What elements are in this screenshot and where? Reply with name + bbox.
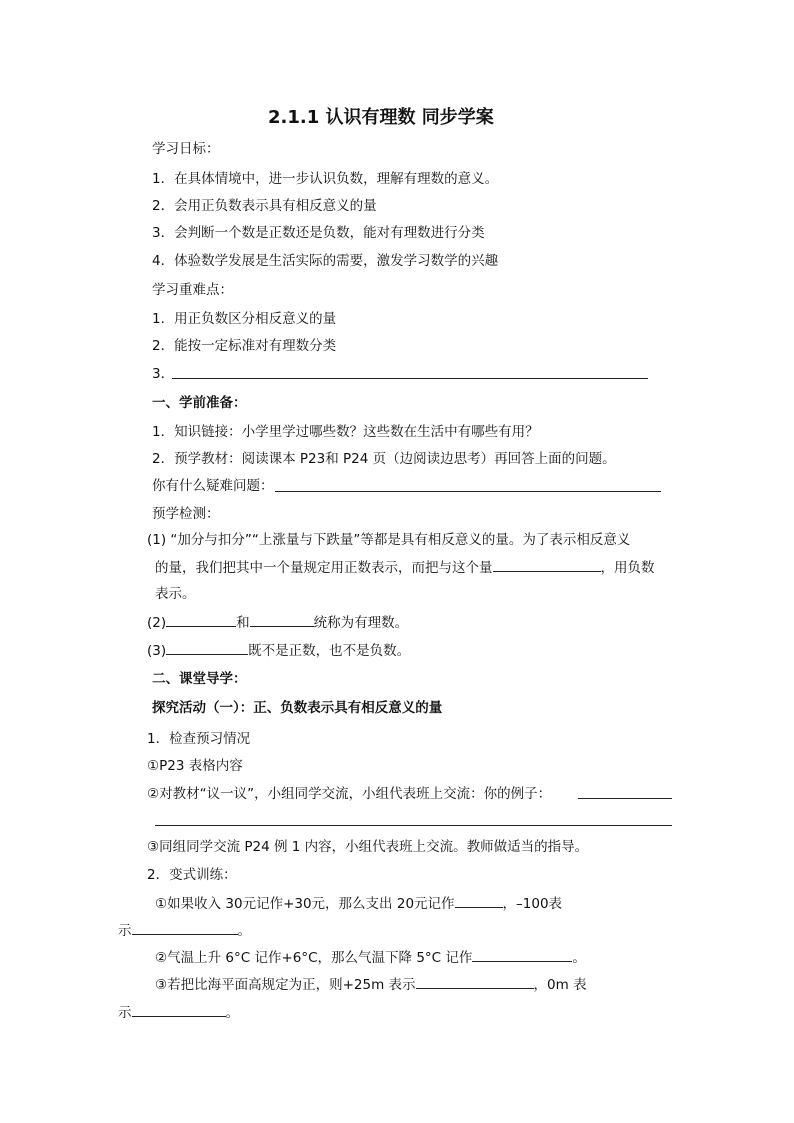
check-item-2: ②对教材“议一议”，小组同学交流，小组代表班上交流：你的例子： bbox=[147, 786, 552, 802]
goals-heading: 学习日标： bbox=[152, 141, 220, 157]
question-1-blank[interactable] bbox=[493, 557, 601, 572]
variant-3-show: 示 bbox=[118, 1005, 132, 1021]
guide-heading: 二、课堂导学： bbox=[152, 671, 247, 687]
question-2-blank-2[interactable] bbox=[250, 612, 314, 627]
variant-1-blank-2[interactable] bbox=[132, 920, 238, 935]
question-2-number: (2) bbox=[147, 615, 167, 631]
goal-item: 4．体验数学发展是生活实际的需要，激发学习数学的兴趣 bbox=[152, 253, 499, 269]
question-2-blank-1[interactable] bbox=[166, 612, 236, 627]
variant-1-text-end: ，–100表 bbox=[502, 896, 563, 912]
key-point-item: 3． bbox=[152, 366, 175, 382]
question-2 bbox=[147, 612, 408, 633]
goal-item: 3．会判断一个数是正数还是负数，能对有理数进行分类 bbox=[152, 225, 485, 241]
check-preview: 1．检查预习情况 bbox=[147, 731, 251, 747]
period: 。 bbox=[572, 950, 586, 966]
variant-1-line-1 bbox=[155, 893, 562, 914]
variant-2 bbox=[155, 947, 586, 968]
precheck-heading: 预学检测： bbox=[152, 506, 220, 522]
variant-1-line-2 bbox=[118, 920, 251, 941]
question-2-text: 统称为有理数。 bbox=[313, 615, 409, 631]
question-3-blank[interactable] bbox=[166, 640, 248, 655]
variant-3-text-end: ，0m 表 bbox=[533, 977, 587, 993]
key-point-item: 2．能按一定标准对有理数分类 bbox=[152, 338, 337, 354]
question-3-text: 既不是正数，也不是负数。 bbox=[248, 643, 411, 659]
period: 。 bbox=[237, 923, 251, 939]
period: 。 bbox=[225, 1005, 239, 1021]
document-title: 2.1.1 认识有理数 同步学案 bbox=[268, 107, 494, 128]
check-item-1: ①P23 表格内容 bbox=[147, 758, 243, 774]
question-3-number: (3) bbox=[147, 643, 167, 659]
variant-heading: 2．变式训练： bbox=[147, 867, 237, 883]
preview-textbook: 2．预学教材：阅读课本 P23和 P24 页（边阅读边思考）再回答上面的问题。 bbox=[152, 451, 616, 467]
variant-1-text: ①如果收入 30元记作+30元，那么支出 20元记作 bbox=[155, 896, 455, 912]
variant-3-blank-2[interactable] bbox=[132, 1002, 226, 1017]
question-1-line-3: 表示。 bbox=[155, 586, 196, 602]
goal-item: 1．在具体情境中，进一步认识负数，理解有理数的意义。 bbox=[152, 171, 499, 187]
variant-3-text: ③若把比海平面高规定为正，则+25m 表示 bbox=[155, 977, 416, 993]
prep-heading: 一、学前准备： bbox=[152, 395, 247, 411]
question-2-and: 和 bbox=[236, 615, 250, 631]
variant-2-text: ②气温上升 6°C 记作+6°C，那么气温下降 5°C 记作 bbox=[155, 950, 473, 966]
question-1-text-end: ，用负数 bbox=[600, 560, 655, 576]
key-point-3-blank[interactable] bbox=[172, 378, 648, 379]
activity-title: 探究活动（一）：正、负数表示具有相反意义的量 bbox=[152, 700, 443, 716]
example-blank-1[interactable] bbox=[578, 798, 672, 799]
key-point-item: 1．用正负数区分相反意义的量 bbox=[152, 311, 337, 327]
goal-item: 2．会用正负数表示具有相反意义的量 bbox=[152, 198, 377, 214]
variant-2-blank[interactable] bbox=[472, 947, 572, 962]
question-1-line-2 bbox=[155, 557, 655, 578]
doubt-blank[interactable] bbox=[275, 491, 661, 492]
example-blank-2[interactable] bbox=[155, 825, 672, 826]
variant-1-show: 示 bbox=[118, 923, 132, 939]
check-item-3: ③同组同学交流 P24 例 1 内容，小组代表班上交流。教师做适当的指导。 bbox=[147, 839, 589, 855]
variant-1-blank-1[interactable] bbox=[455, 893, 503, 908]
key-points-heading: 学习重难点： bbox=[152, 282, 233, 298]
question-1-text: 的量，我们把其中一个量规定用正数表示，而把与这个量 bbox=[155, 560, 493, 576]
doubt-label: 你有什么疑难问题： bbox=[152, 478, 274, 494]
knowledge-link: 1．知识链接：小学里学过哪些数？这些数在生活中有哪些有用？ bbox=[152, 424, 539, 440]
question-1-line-1: (1) “加分与扣分”“上涨量与下跌量”等都是具有相反意义的量。为了表示相反意义 bbox=[147, 532, 631, 548]
variant-3-blank-1[interactable] bbox=[416, 974, 534, 989]
variant-3-line-1 bbox=[155, 974, 587, 995]
question-3 bbox=[147, 640, 410, 661]
variant-3-line-2 bbox=[118, 1002, 239, 1023]
